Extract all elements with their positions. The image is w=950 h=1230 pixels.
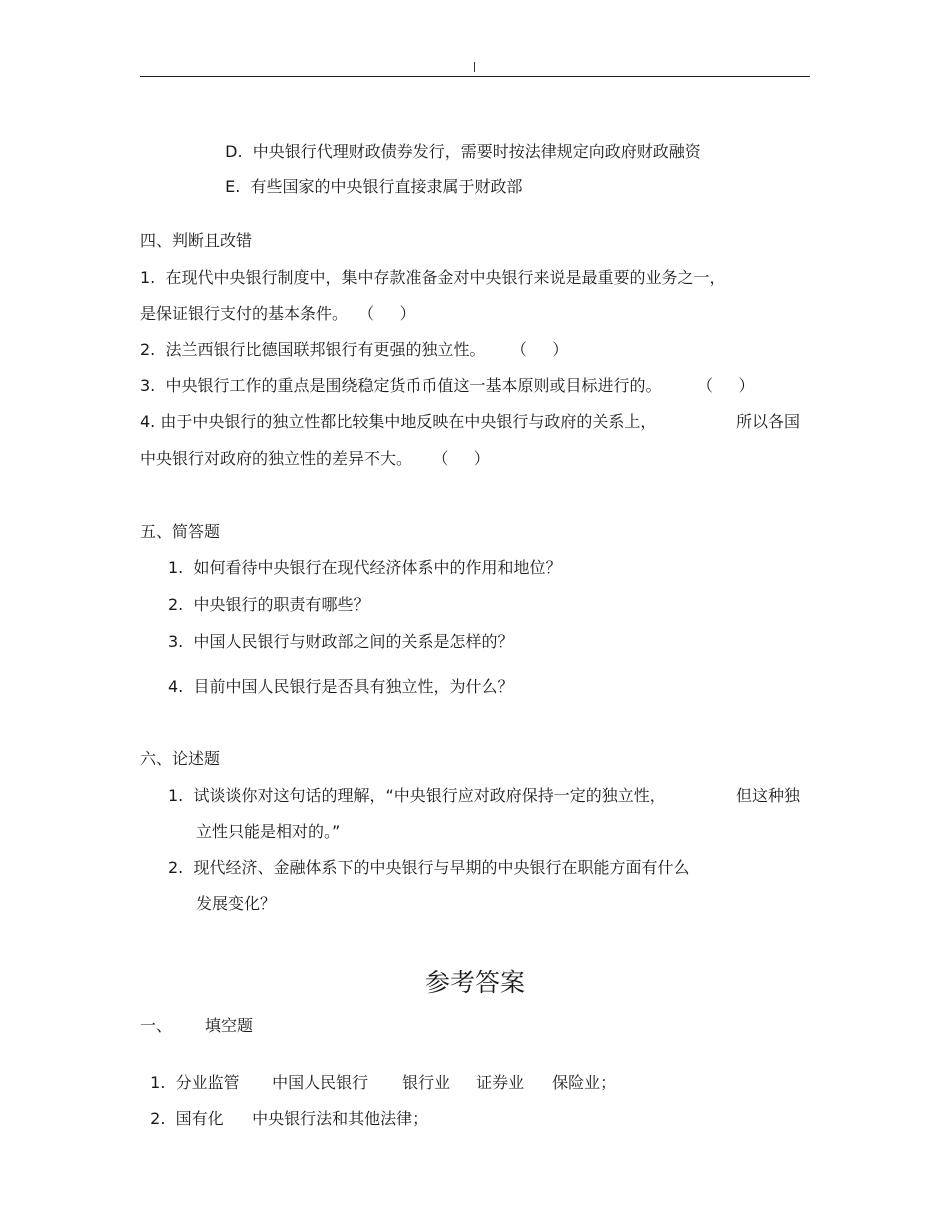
header-rule — [140, 76, 810, 77]
header-mark — [474, 62, 475, 72]
essay-q2-line1: 2. 现代经济、金融体系下的中央银行与早期的中央银行在职能方面有什么 — [168, 858, 690, 877]
answer-item: 1. 分业监管 — [150, 1073, 240, 1092]
answer-item: 证券业 — [476, 1073, 525, 1092]
essay-q2-line2: 发展变化？ — [196, 894, 277, 913]
short-answer-q3: 3. 中国人民银行与财政部之间的关系是怎样的？ — [168, 632, 514, 651]
essay-q1-line1b: 但这种独 — [736, 786, 801, 805]
option-e — [215, 157, 523, 197]
section-heading-essay: 六、论述题 — [140, 749, 221, 768]
judgment-q1-line2: 是保证银行支付的基本条件。 （ ） — [140, 304, 416, 323]
section-heading-short-answer: 五、简答题 — [140, 522, 221, 541]
answer-item: 中央银行法和其他法律； — [252, 1109, 429, 1128]
answer-row-1 — [140, 1053, 616, 1093]
judgment-q3: 3. 中央银行工作的重点是围绕稳定货币币值这一基本原则或目标进行的。 （ ） — [140, 376, 755, 395]
judgment-q1-line1: 1. 在现代中央银行制度中，集中存款准备金对中央银行来说是最重要的业务之一， — [140, 268, 726, 287]
answer-row-2 — [140, 1089, 428, 1129]
answer-item: 保险业； — [552, 1073, 617, 1092]
option-text: 有些国家的中央银行直接隶属于财政部 — [250, 177, 523, 196]
answer-item: 银行业 — [402, 1073, 451, 1092]
essay-q1-line2: 立性只能是相对的。” — [196, 822, 341, 841]
answers-section1-num: 一、 — [140, 1016, 173, 1035]
judgment-q4-line2: 中央银行对政府的独立性的差异不大。 （ ） — [140, 449, 490, 468]
short-answer-q4: 4. 目前中国人民银行是否具有独立性，为什么？ — [168, 677, 514, 696]
answer-item: 2. 国有化 — [150, 1109, 224, 1128]
judgment-q2: 2. 法兰西银行比德国联邦银行有更强的独立性。 （ ） — [140, 340, 569, 359]
option-letter: D. — [225, 142, 243, 161]
judgment-q4-line1a: 4. 由于中央银行的独立性都比较集中地反映在中央银行与政府的关系上， — [140, 412, 657, 431]
answers-title: 参考答案 — [424, 968, 525, 997]
essay-q1-line1a: 1. 试谈谈你对这句话的理解，“中央银行应对政府保持一定的独立性， — [168, 786, 666, 805]
judgment-q4-line1b: 所以各国 — [736, 412, 801, 431]
short-answer-q1: 1. 如何看待中央银行在现代经济体系中的作用和地位？ — [168, 558, 562, 577]
option-text: 中央银行代理财政债券发行，需要时按法律规定向政府财政融资 — [252, 142, 701, 161]
short-answer-q2: 2. 中央银行的职责有哪些？ — [168, 595, 370, 614]
section-heading-judgment: 四、判断且改错 — [140, 231, 253, 250]
answers-section1-label: 填空题 — [205, 1016, 254, 1035]
answer-item: 中国人民银行 — [272, 1073, 369, 1092]
option-letter: E. — [225, 177, 241, 196]
option-d — [215, 122, 701, 162]
